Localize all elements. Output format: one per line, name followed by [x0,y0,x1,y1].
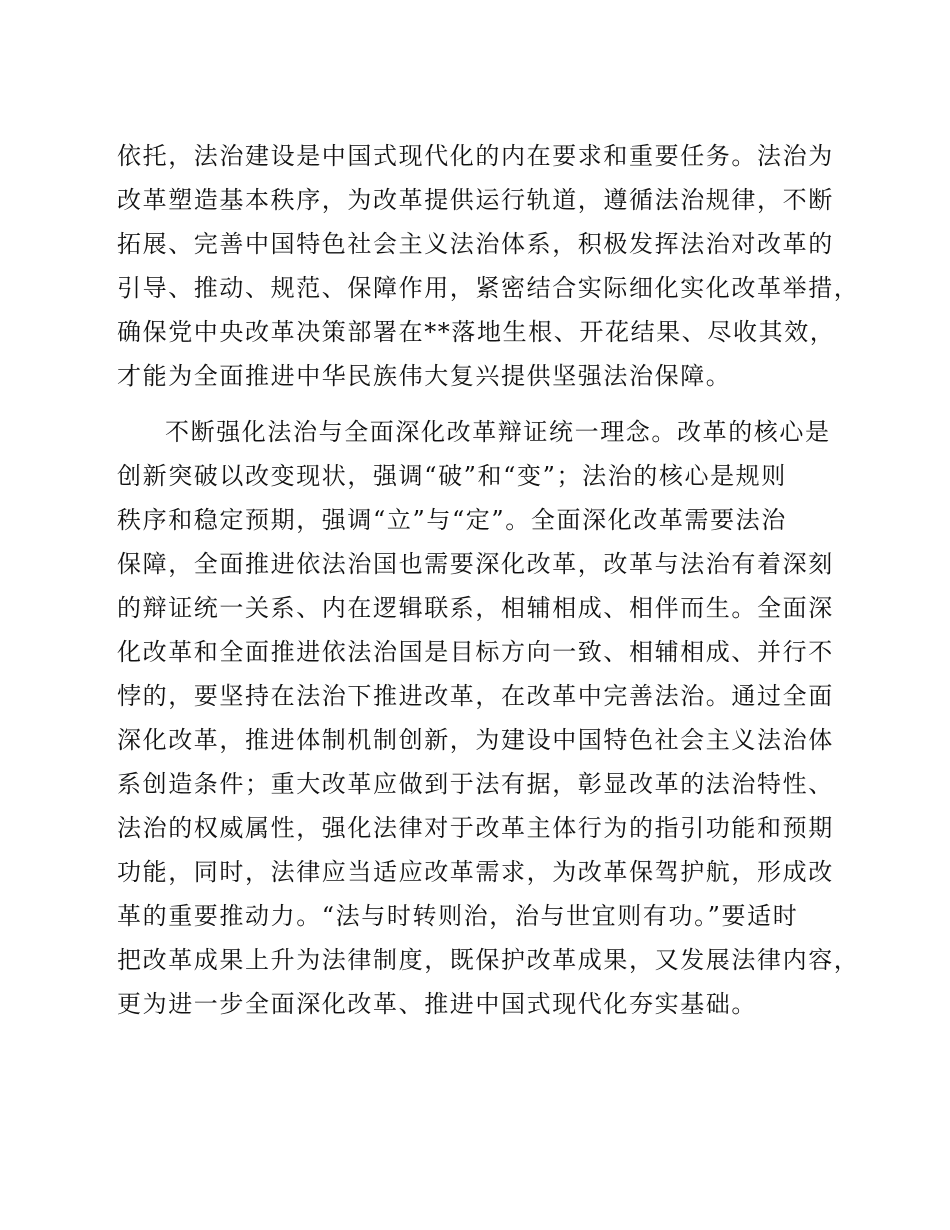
paragraph-2-line-7: 悖的，要坚持在法治下推进改革，在改革中完善法治。通过全面 [117,682,834,710]
paragraph-2-line-14: 更为进一步全面深化改革、推进中国式现代化夯实基础。 [117,990,757,1018]
paragraph-2-line-5: 的辩证统一关系、内在逻辑联系，相辅相成、相伴而生。全面深 [117,594,834,622]
paragraph-2-line-2: 创新突破以改变现状，强调“破”和“变”；法治的核心是规则 [117,462,787,490]
paragraph-2-line-10: 法治的权威属性，强化法律对于改革主体行为的指引功能和预期 [117,814,834,842]
paragraph-2-line-6: 化改革和全面推进依法治国是目标方向一致、相辅相成、并行不 [117,638,834,666]
paragraph-2-line-13: 把改革成果上升为法律制度，既保护改革成果，又发展法律内容， [117,946,860,974]
paragraph-1-line-1: 依托，法治建设是中国式现代化的内在要求和重要任务。法治为 [117,142,834,170]
paragraph-1-line-4: 引导、推动、规范、保障作用，紧密结合实际细化实化改革举措， [117,274,860,302]
paragraph-1-line-5: 确保党中央改革决策部署在**落地生根、开花结果、尽收其效， [117,318,836,346]
paragraph-2-line-1: 不断强化法治与全面深化改革辩证统一理念。改革的核心是 [165,418,831,446]
paragraph-2-line-4: 保障，全面推进依法治国也需要深化改革，改革与法治有着深刻 [117,550,834,578]
paragraph-1-line-6: 才能为全面推进中华民族伟大复兴提供坚强法治保障。 [117,362,732,390]
paragraph-2-line-12: 革的重要推动力。“法与时转则治，治与世宜则有功。”要适时 [117,902,799,930]
paragraph-1-line-3: 拓展、完善中国特色社会主义法治体系，积极发挥法治对改革的 [117,230,834,258]
paragraph-1-line-2: 改革塑造基本秩序，为改革提供运行轨道，遵循法治规律，不断 [117,186,834,214]
paragraph-2-line-9: 系创造条件；重大改革应做到于法有据，彰显改革的法治特性、 [117,770,834,798]
paragraph-2-line-3: 秩序和稳定预期，强调“立”与“定”。全面深化改革需要法治 [117,506,787,534]
paragraph-2-line-11: 功能，同时，法律应当适应改革需求，为改革保驾护航，形成改 [117,858,834,886]
paragraph-2-line-8: 深化改革，推进体制机制创新，为建设中国特色社会主义法治体 [117,726,834,754]
